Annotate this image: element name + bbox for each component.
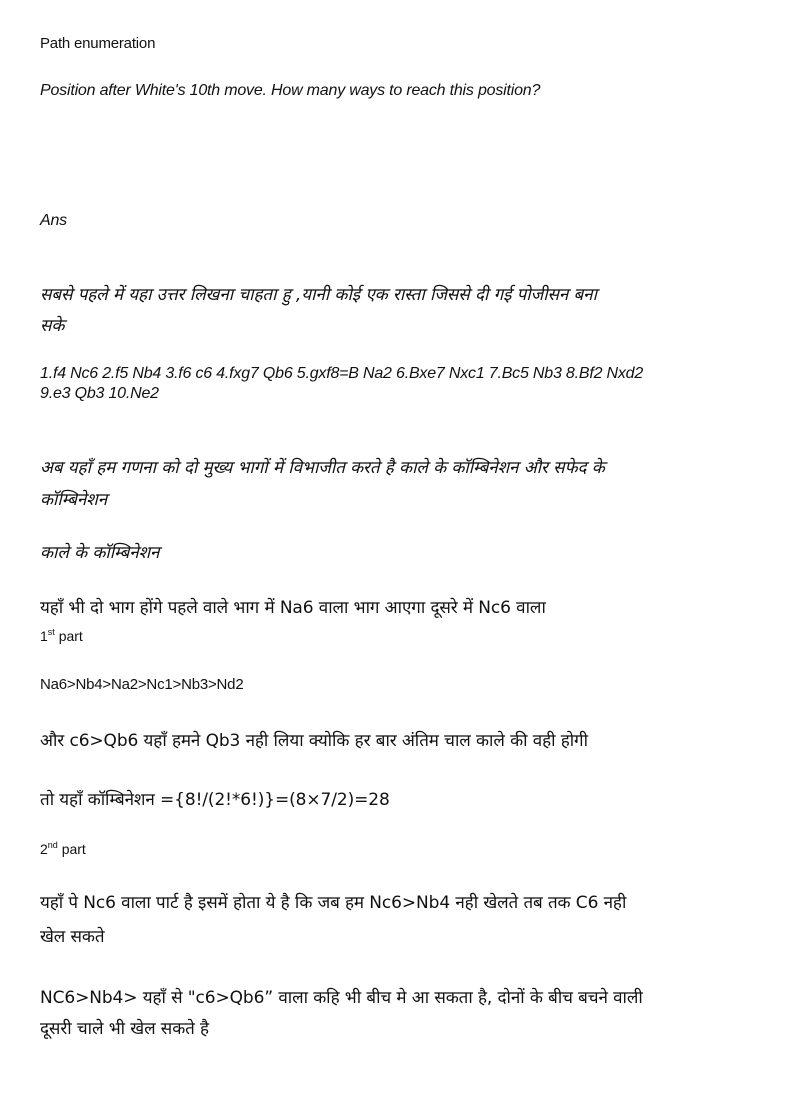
part-1-ordinal: st bbox=[47, 627, 55, 637]
and-line: और c6>Qb6 यहाँ हमने Qb3 नही लिया क्योकि हर बार अंतिम चाल काले की वही होगी bbox=[40, 731, 588, 751]
part-2-heading bbox=[40, 839, 86, 858]
question-text: Position after White's 10th move. How many ways to reach this position? bbox=[40, 82, 541, 99]
answer-label: Ans bbox=[40, 212, 67, 229]
part-2-word: part bbox=[57, 841, 86, 857]
moves-line-1: 1.f4 Nc6 2.f5 Nb4 3.f6 c6 4.fxg7 Qb6 5.gxf8=B Na2 6.Bxe7 Nxc1 7.Bc5 Nb3 8.Bf2 Nxd2 bbox=[40, 365, 644, 382]
last-line-2: दूसरी चाले भी खेल सकते है bbox=[40, 1019, 209, 1039]
moves-line-2: 9.e3 Qb3 10.Ne2 bbox=[40, 385, 159, 402]
split-line-2: कॉम्बिनेशन bbox=[40, 490, 108, 510]
combination-line: तो यहाँ कॉम्बिनेशन ={8!/(2!*6!)}=(8×7/2)=28 bbox=[40, 790, 390, 810]
part-2-ordinal: nd bbox=[47, 840, 58, 850]
intro-line-2: सके bbox=[40, 316, 65, 336]
intro-line-1: सबसे पहले में यहा उत्तर लिखना चाहता हु ,यानी कोई एक रास्ता जिससे दी गई पोजीसन बना bbox=[40, 285, 597, 305]
part-1-heading bbox=[40, 626, 83, 645]
part-1-sequence: Na6>Nb4>Na2>Nc1>Nb3>Nd2 bbox=[40, 676, 244, 693]
doc-title: Path enumeration bbox=[40, 35, 156, 52]
nc6-line-1: यहाँ पे Nc6 वाला पार्ट है इसमें होता ये है कि जब हम Nc6>Nb4 नही खेलते तब तक C6 नही bbox=[40, 893, 627, 913]
two-parts-line: यहाँ भी दो भाग होंगे पहले वाले भाग में Na6 वाला भाग आएगा दूसरे में Nc6 वाला bbox=[40, 598, 546, 618]
part-1-number: 1 bbox=[40, 628, 48, 644]
last-line-1: NC6>Nb4> यहाँ से "c6>Qb6” वाला कहि भी बीच मे आ सकता है, दोनों के बीच बचने वाली bbox=[40, 988, 643, 1008]
split-line-1: अब यहाँ हम गणना को दो मुख्य भागों में विभाजीत करते है काले के कॉम्बिनेशन और सफेद के bbox=[40, 458, 605, 478]
nc6-line-2: खेल सकते bbox=[40, 927, 105, 947]
part-1-word: part bbox=[54, 628, 83, 644]
black-combinations-heading: काले के कॉम्बिनेशन bbox=[40, 543, 160, 563]
part-2-number: 2 bbox=[40, 841, 48, 857]
